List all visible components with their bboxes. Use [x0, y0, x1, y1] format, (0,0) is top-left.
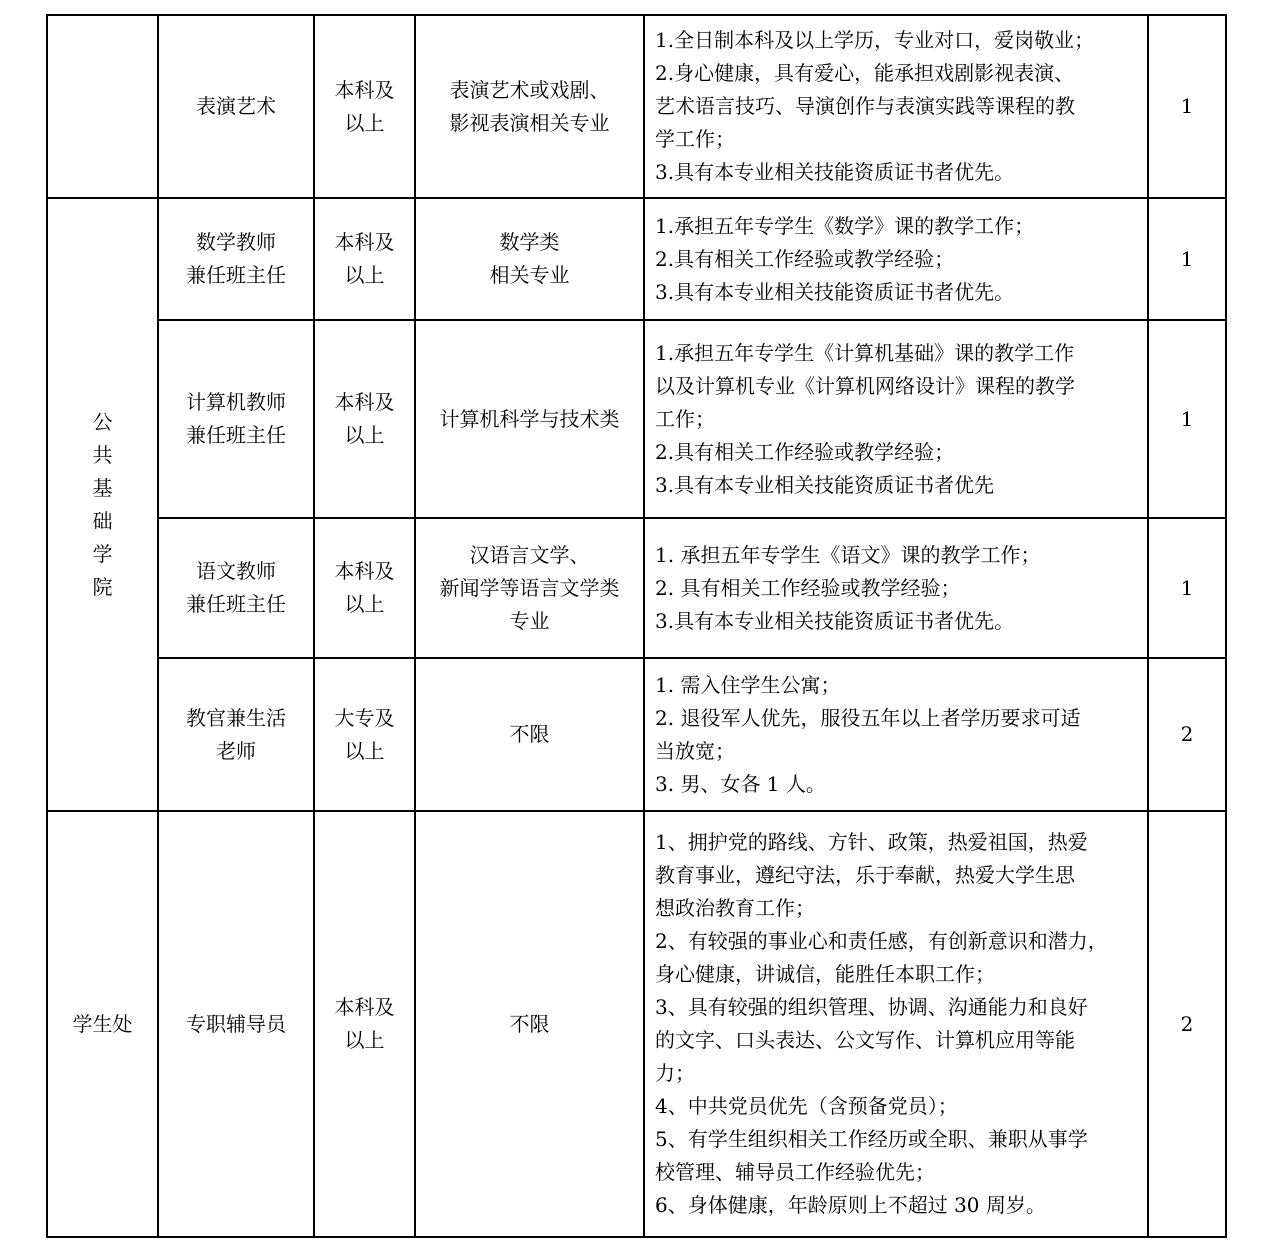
requirements-cell: 1.承担五年专学生《数学》课的教学工作； 2.具有相关工作经验或教学经验； 3.具有本专业相关技能资质证书者优先。 — [644, 198, 1148, 320]
education-cell: 本科及 以上 — [314, 198, 415, 320]
position-cell: 专职辅导员 — [158, 811, 314, 1237]
count-cell: 1 — [1148, 518, 1226, 658]
major-cell: 计算机科学与技术类 — [415, 320, 644, 518]
requirements-cell: 1.全日制本科及以上学历，专业对口，爱岗敬业； 2.身心健康，具有爱心，能承担戏剧影视表演、 艺术语言技巧、导演创作与表演实践等课程的教 学工作； 3.具有本专业相关技能资质证书者优先。 — [644, 15, 1148, 198]
requirements-cell: 1. 承担五年专学生《语文》课的教学工作； 2. 具有相关工作经验或教学经验； 3.具有本专业相关技能资质证书者优先。 — [644, 518, 1148, 658]
count-cell: 2 — [1148, 811, 1226, 1237]
education-cell: 本科及 以上 — [314, 15, 415, 198]
table-row — [47, 811, 1226, 1237]
table-row — [47, 518, 1226, 658]
major-cell: 不限 — [415, 811, 644, 1237]
education-cell: 本科及 以上 — [314, 811, 415, 1237]
recruitment-table — [46, 14, 1227, 1238]
major-cell: 表演艺术或戏剧、 影视表演相关专业 — [415, 15, 644, 198]
count-cell: 1 — [1148, 15, 1226, 198]
position-cell: 教官兼生活 老师 — [158, 658, 314, 811]
position-cell: 表演艺术 — [158, 15, 314, 198]
count-cell: 2 — [1148, 658, 1226, 811]
department-cell — [47, 15, 158, 198]
major-cell: 汉语言文学、 新闻学等语言文学类 专业 — [415, 518, 644, 658]
education-cell: 大专及 以上 — [314, 658, 415, 811]
count-cell: 1 — [1148, 198, 1226, 320]
count-cell: 1 — [1148, 320, 1226, 518]
major-cell: 数学类 相关专业 — [415, 198, 644, 320]
education-cell: 本科及 以上 — [314, 518, 415, 658]
department-cell: 学生处 — [47, 811, 158, 1237]
position-cell: 计算机教师 兼任班主任 — [158, 320, 314, 518]
education-cell: 本科及 以上 — [314, 320, 415, 518]
table-row — [47, 15, 1226, 198]
department-cell-public-basic-college: 公 共 基 础 学 院 — [47, 198, 158, 811]
requirements-cell: 1、拥护党的路线、方针、政策，热爱祖国，热爱 教育事业，遵纪守法，乐于奉献，热爱大学生思 想政治教育工作； 2、有较强的事业心和责任感，有创新意识和潜力， 身心健康，讲诚信，能胜任本职工作； 3、具有较强的组织管理、协调、沟通能力和良好 的文字、口头表达、公文写作、计算机应用等能 力； 4、中共党员优先（含预备党员）； 5、有学生组织相关工作经历或全职、兼职从事学 校管理、辅导员工作经验优先； 6、身体健康，年龄原则上不超过 30 周岁。 — [644, 811, 1148, 1237]
major-cell: 不限 — [415, 658, 644, 811]
table-row — [47, 658, 1226, 811]
table-row — [47, 198, 1226, 320]
requirements-cell: 1. 需入住学生公寓； 2. 退役军人优先，服役五年以上者学历要求可适 当放宽； 3. 男、女各 1 人。 — [644, 658, 1148, 811]
position-cell: 数学教师 兼任班主任 — [158, 198, 314, 320]
position-cell: 语文教师 兼任班主任 — [158, 518, 314, 658]
requirements-cell: 1.承担五年专学生《计算机基础》课的教学工作 以及计算机专业《计算机网络设计》课程的教学 工作； 2.具有相关工作经验或教学经验； 3.具有本专业相关技能资质证书者优先 — [644, 320, 1148, 518]
table-row — [47, 320, 1226, 518]
